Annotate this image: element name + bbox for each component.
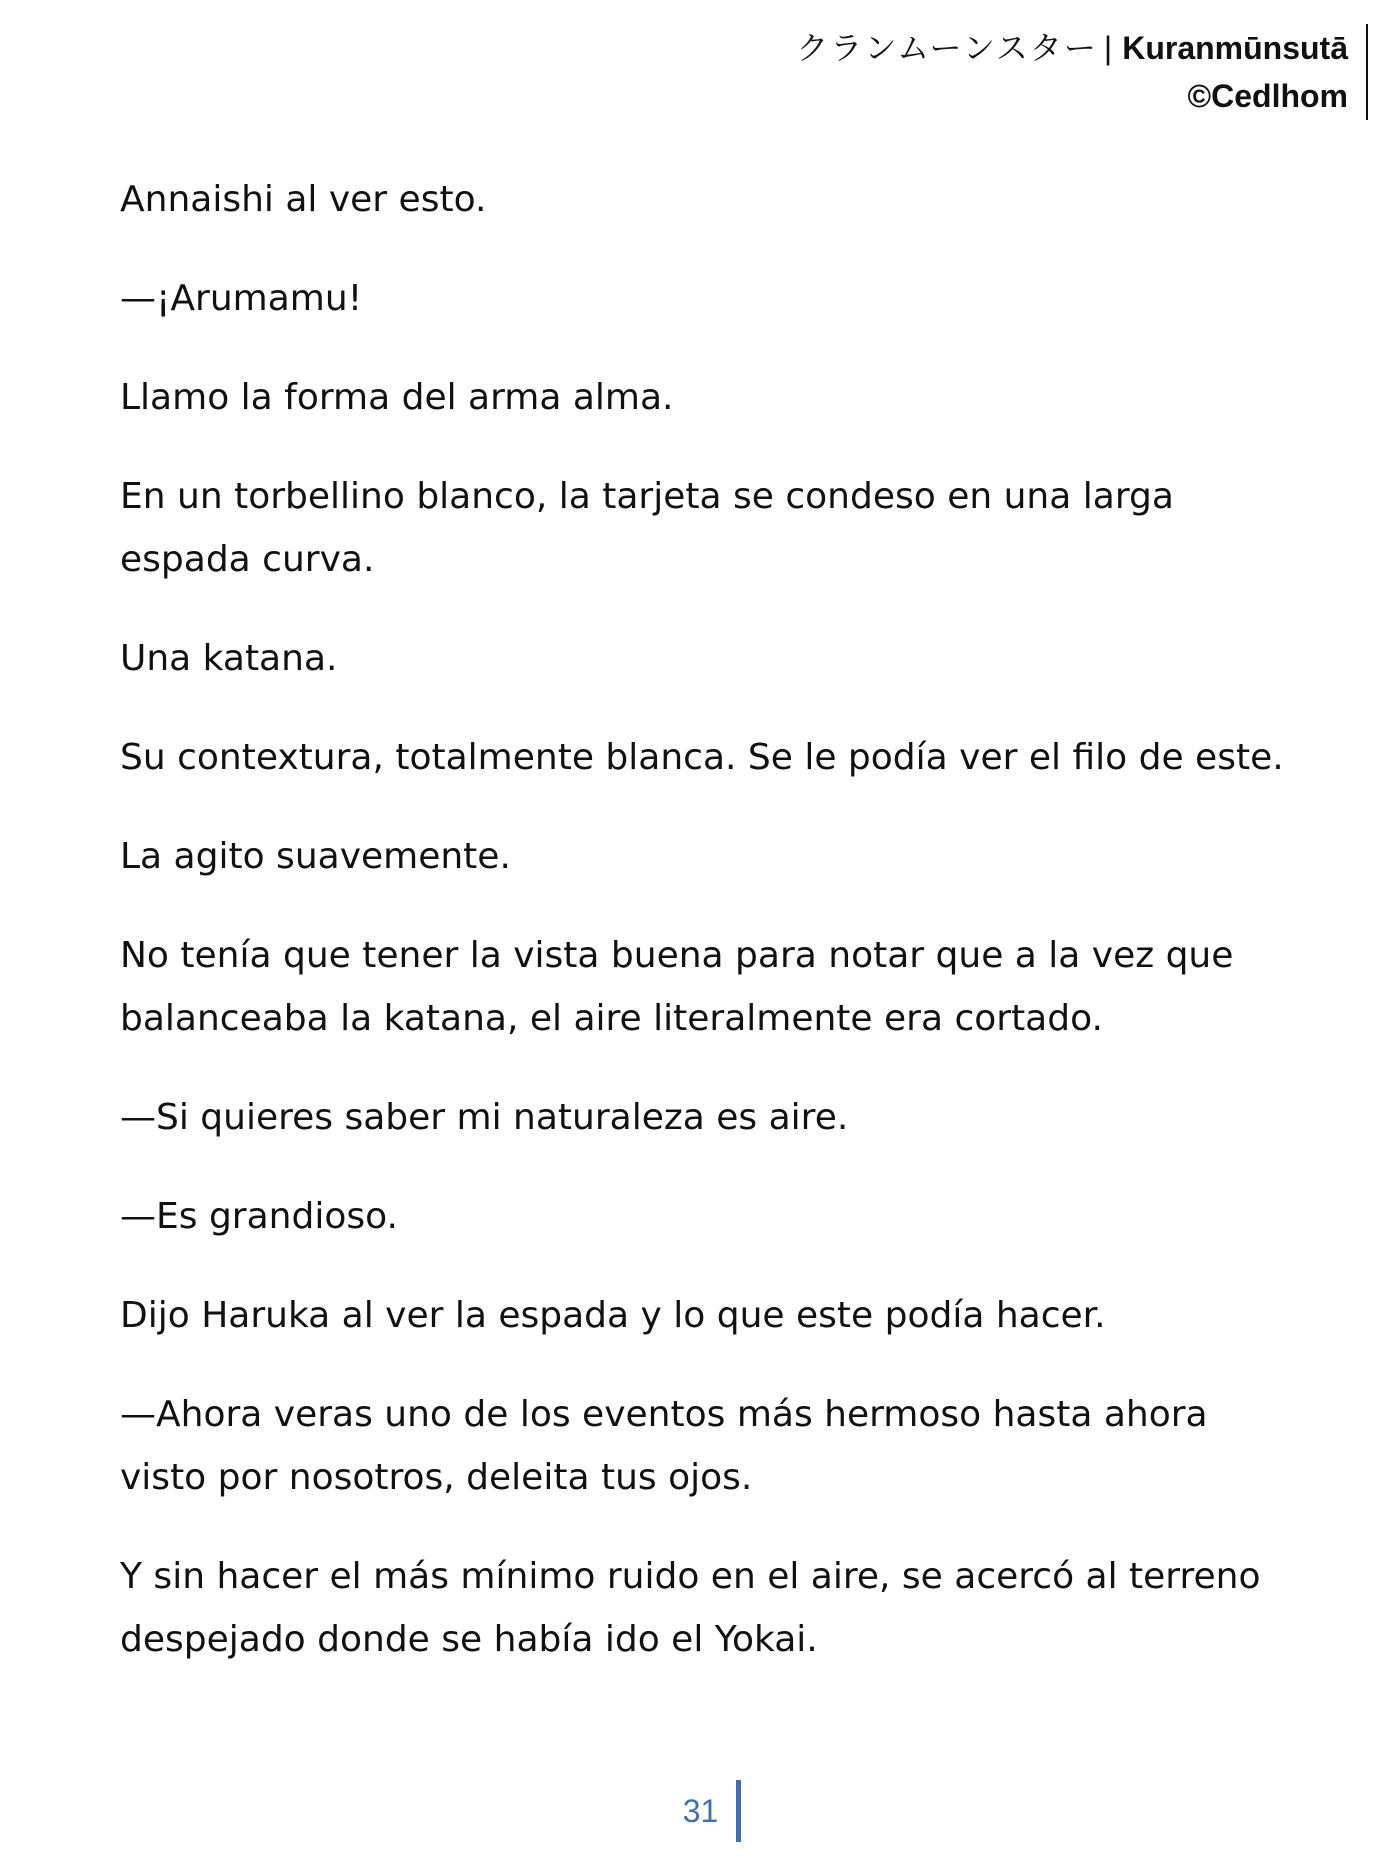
header-title-line: [796, 24, 1348, 72]
paragraph: Su contextura, totalmente blanca. Se le podía ver el filo de este.: [120, 737, 1284, 778]
paragraph: Llamo la forma del arma alma.: [120, 377, 674, 418]
header-japanese-title: クランムーンスター: [796, 29, 1098, 67]
paragraph: En un torbellino blanco, la tarjeta se condeso en una larga espada curva.: [120, 476, 1174, 580]
page-body: [120, 168, 1300, 1707]
paragraph: Y sin hacer el más mínimo ruido en el aire, se acercó al terreno despejado donde se había ido el Yokai.: [120, 1556, 1261, 1660]
paragraph: Dijo Haruka al ver la espada y lo que este podía hacer.: [120, 1295, 1106, 1336]
page-header: [796, 24, 1368, 120]
header-copyright: ©Cedlhom: [1187, 78, 1348, 114]
paragraph: —Ahora veras uno de los eventos más hermoso hasta ahora visto por nosotros, deleita tus ojos.: [120, 1394, 1208, 1498]
paragraph: —¡Arumamu!: [120, 278, 363, 319]
page-footer: [0, 1780, 1400, 1842]
paragraph: Annaishi al ver esto.: [120, 179, 487, 220]
paragraph: Una katana.: [120, 638, 338, 679]
paragraph: No tenía que tener la vista buena para notar que a la vez que balanceaba la katana, el aire literalmente era cortado.: [120, 935, 1234, 1039]
paragraph: —Si quieres saber mi naturaleza es aire.: [120, 1097, 849, 1138]
header-romaji-title: Kuranmūnsutā: [1122, 30, 1348, 66]
page-number: 31: [683, 1780, 742, 1842]
paragraph: La agito suavemente.: [120, 836, 511, 877]
paragraph: —Es grandioso.: [120, 1196, 398, 1237]
header-separator: |: [1103, 30, 1113, 66]
